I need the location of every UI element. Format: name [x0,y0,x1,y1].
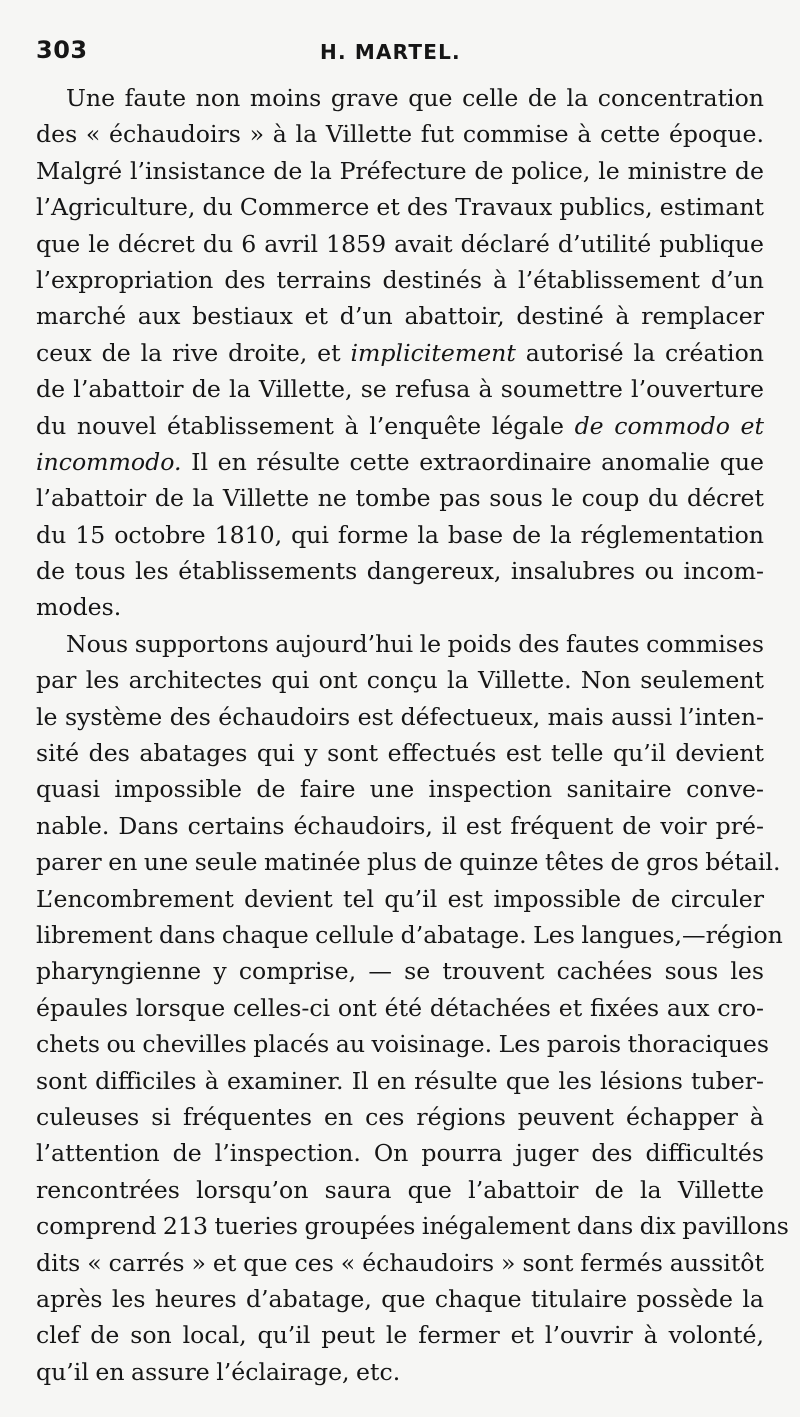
text-run: ceux de la rive droite, et [36,338,351,367]
text-line [36,1245,764,1281]
text-line [36,735,764,771]
text-line [36,371,764,407]
text-line [36,917,783,953]
text-line [36,298,764,334]
text-run: le système des échaudoirs est défectueux, mais aussi l’inten- [36,702,764,731]
text-run: dits « carrés » et que ces « échaudoirs » sont fermés aussitôt [36,1248,764,1277]
text-run: clef de son local, qu’il peut le fermer et l’ouvrir à volonté, [36,1321,764,1350]
text-line [36,262,764,298]
text-run: l’abattoir de la Villette ne tombe pas sous le coup du décret [36,484,764,513]
text-line [36,408,764,444]
text-run: rencontrées lorsqu’on saura que l’abattoir de la Villette [36,1175,764,1204]
text-line [36,626,764,662]
text-run: l’attention de l’inspection. On pourra juger des difficultés [36,1139,764,1168]
text-line [36,881,764,917]
running-head: H. MARTEL. [320,40,461,64]
text-line [36,844,781,880]
text-run: l’Agriculture, du Commerce et des Travaux publics, estimant [36,193,764,222]
text-run: parer en une seule matinée plus de quinze têtes de gros bétail. [36,848,781,877]
text-run: Il en résulte cette extraordinaire anomalie que [181,447,764,476]
text-run: Malgré l’insistance de la Préfecture de police, le ministre de [36,156,764,185]
text-run: qu’il en assure l’éclairage, etc. [36,1357,401,1386]
text-line [36,116,764,152]
text-line [36,1172,764,1208]
text-run: de l’abattoir de la Villette, se refusa à soumettre l’ouverture [36,375,764,404]
text-run: nable. Dans certains échaudoirs, il est fréquent de voir pré- [36,811,764,840]
text-run: librement dans chaque cellule d’abatage. Les langues,—région [36,920,783,949]
text-line [36,1208,789,1244]
text-line [36,990,764,1026]
text-line [36,1317,764,1353]
text-run: pharyngienne y comprise, — se trouvent cachées sous les [36,957,764,986]
paragraph [36,80,764,626]
text-run: Une faute non moins grave que celle de la concentration [66,84,764,112]
italic-text: de commodo et [574,411,765,440]
text-line [36,80,764,116]
text-run: épaules lorsque celles-ci ont été détachées et fixées aux cro- [36,993,764,1022]
text-line [36,153,764,189]
text-line [36,1281,764,1317]
text-line [36,953,764,989]
text-line [36,808,764,844]
text-run: modes. [36,593,122,622]
text-line [36,226,764,262]
text-line [36,189,764,225]
text-run: autorisé la création [515,338,764,367]
text-run: par les architectes qui ont conçu la Villette. Non seulement [36,666,764,695]
text-run: chets ou chevilles placés au voisinage. Les parois thoraciques [36,1030,769,1059]
text-line [36,699,764,735]
text-run: après les heures d’abatage, que chaque titulaire possède la [36,1284,764,1313]
text-line [36,553,764,589]
text-line [36,517,764,553]
text-run: sité des abatages qui y sont effectués est telle qu’il devient [36,739,764,768]
text-run: Nous supportons aujourd’hui le poids des fautes commises [66,629,764,658]
page-header [36,36,764,76]
text-run: du 15 octobre 1810, qui forme la base de la réglementation [36,520,764,549]
text-line [36,1099,764,1135]
text-run: des « échaudoirs » à la Villette fut commise à cette époque. [36,120,764,149]
text-line [36,480,764,516]
text-run: sont difficiles à examiner. Il en résulte que les lésions tuber- [36,1066,764,1095]
text-run: L’encombrement devient tel qu’il est impossible de circuler [36,884,764,913]
text-line [36,444,764,480]
paragraph [36,626,789,1390]
italic-text: implicitement [350,338,516,367]
text-line [36,1026,769,1062]
body-text [36,80,789,1390]
text-run: l’expropriation des terrains destinés à l’établissement d’un [36,265,764,294]
italic-text: incommodo. [36,447,182,476]
text-run: comprend 213 tueries groupées inégalement dans dix pavillons [36,1212,789,1241]
text-line [36,662,764,698]
text-run: que le décret du 6 avril 1859 avait déclaré d’utilité publique [36,229,764,258]
text-run: du nouvel établissement à l’enquête légale [36,411,575,440]
text-run: de tous les établissements dangereux, insalubres ou incom- [36,557,764,586]
page-number: 303 [36,36,88,64]
text-run: marché aux bestiaux et d’un abattoir, destiné à remplacer [36,302,764,331]
text-run: quasi impossible de faire une inspection sanitaire conve- [36,775,764,804]
text-line [36,1063,764,1099]
text-line [36,1354,764,1390]
text-line [36,589,764,625]
text-run: culeuses si fréquentes en ces régions peuvent échapper à [36,1102,764,1131]
text-line [36,335,764,371]
text-line [36,771,764,807]
text-line [36,1135,764,1171]
